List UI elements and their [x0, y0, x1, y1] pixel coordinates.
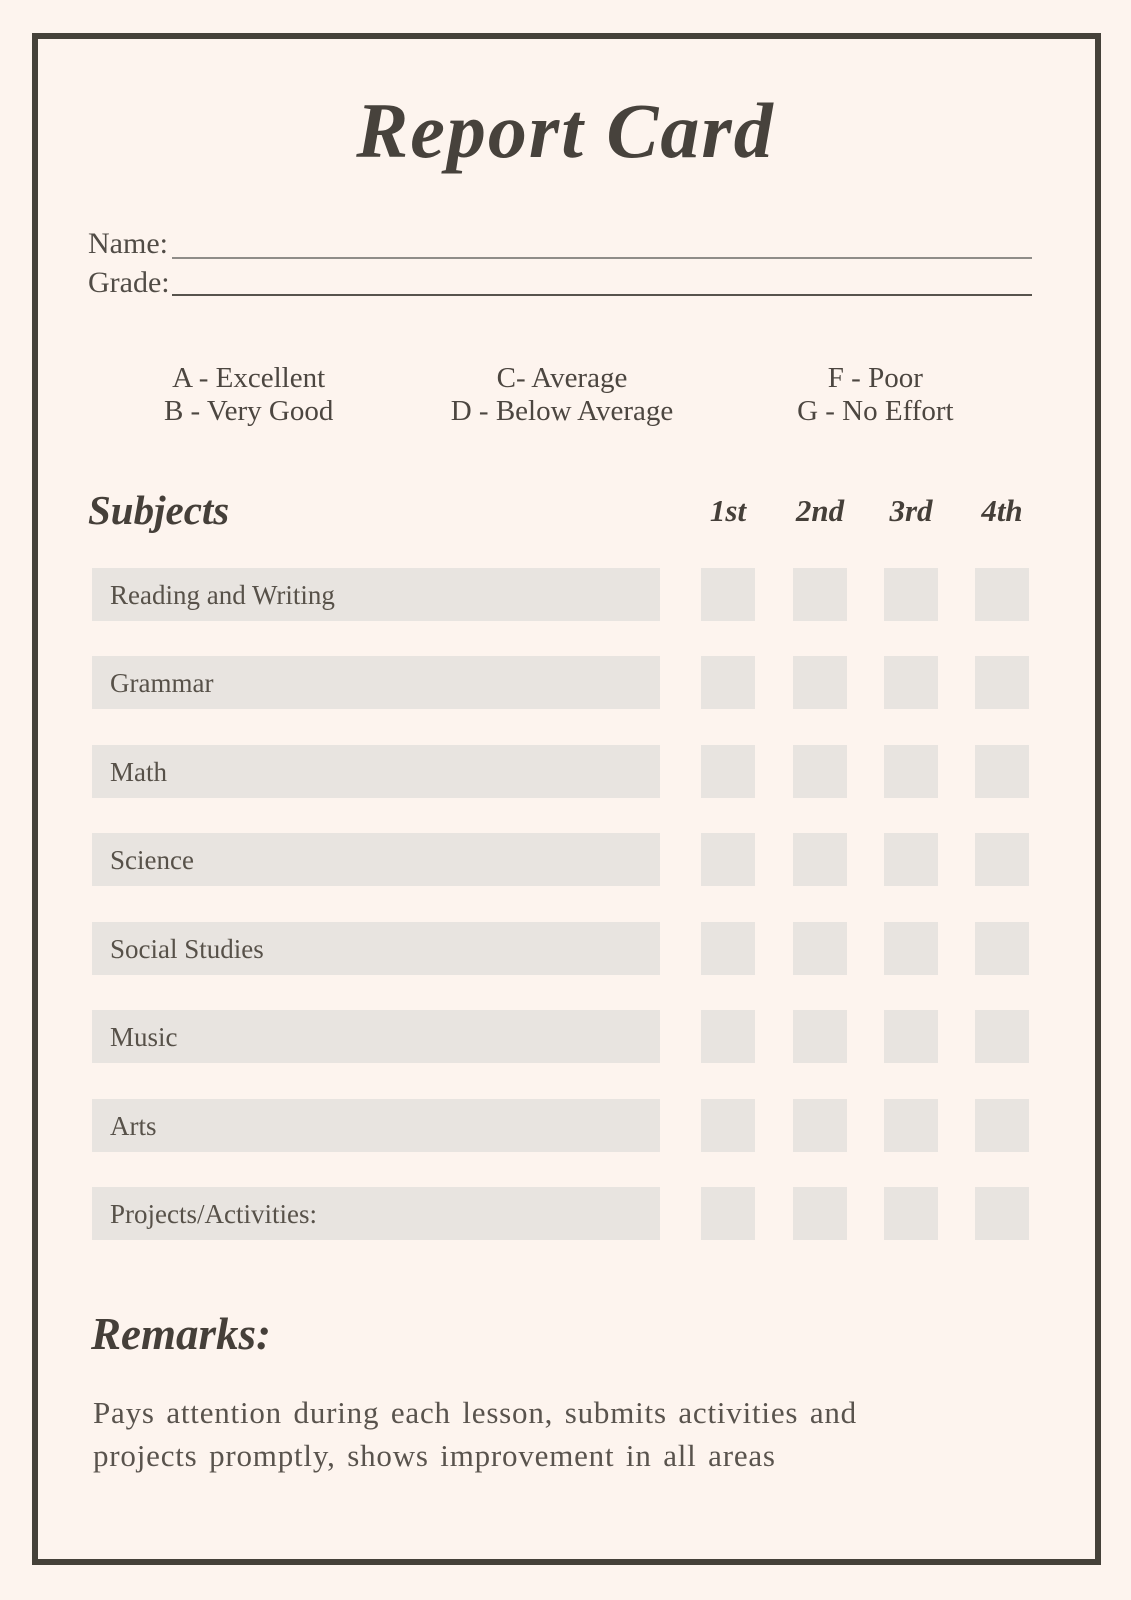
- grade-cell-q1[interactable]: [701, 656, 755, 709]
- table-row: [0, 922, 1131, 975]
- subjects-heading: Subjects: [88, 487, 230, 533]
- table-row: [0, 1187, 1131, 1240]
- grade-input-line[interactable]: [172, 294, 1032, 296]
- grade-cell-q2[interactable]: [793, 745, 847, 798]
- grade-cell-q1[interactable]: [701, 1099, 755, 1152]
- grade-label: Grade:: [88, 266, 170, 299]
- table-row: [0, 568, 1131, 621]
- legend-item-g: G - No Effort: [797, 395, 954, 427]
- table-row: [0, 745, 1131, 798]
- legend-item-a: A - Excellent: [172, 362, 326, 394]
- name-label: Name:: [88, 227, 168, 260]
- table-row: [0, 1099, 1131, 1152]
- grade-cell-q4[interactable]: [975, 656, 1029, 709]
- grade-cell-q2[interactable]: [793, 568, 847, 621]
- legend-item-f: F - Poor: [827, 362, 923, 394]
- grade-cell-q1[interactable]: [701, 833, 755, 886]
- grade-cell-q3[interactable]: [884, 1099, 938, 1152]
- column-header-2nd: 2nd: [795, 493, 845, 528]
- grade-cell-q4[interactable]: [975, 1099, 1029, 1152]
- legend-item-b: B - Very Good: [163, 395, 334, 427]
- grade-cell-q3[interactable]: [884, 656, 938, 709]
- grade-cell-q4[interactable]: [975, 922, 1029, 975]
- subject-label: Projects/Activities:: [110, 1199, 317, 1229]
- legend-column-cd: [405, 362, 718, 428]
- grade-cell-q3[interactable]: [884, 1010, 938, 1063]
- subject-label: Science: [110, 845, 194, 875]
- grade-cell-q4[interactable]: [975, 833, 1029, 886]
- page-title: Report Card: [356, 87, 775, 174]
- subject-label: Music: [110, 1022, 178, 1052]
- table-row: [0, 833, 1131, 886]
- subject-label: Social Studies: [110, 934, 264, 964]
- grade-cell-q2[interactable]: [793, 833, 847, 886]
- grade-cell-q2[interactable]: [793, 1187, 847, 1240]
- grade-cell-q3[interactable]: [884, 745, 938, 798]
- remarks-heading: Remarks:: [91, 1309, 271, 1359]
- grade-cell-q3[interactable]: [884, 568, 938, 621]
- remarks-text: [93, 1391, 1033, 1477]
- grade-cell-q1[interactable]: [701, 1010, 755, 1063]
- legend-item-c: C- Average: [496, 362, 628, 394]
- grading-legend: [92, 362, 1032, 428]
- name-input-line[interactable]: [172, 257, 1032, 259]
- grade-cell-q1[interactable]: [701, 1187, 755, 1240]
- column-header-4th: 4th: [981, 493, 1023, 528]
- subject-label: Grammar: [110, 668, 214, 698]
- grade-cell-q2[interactable]: [793, 1010, 847, 1063]
- legend-column-fg: [719, 362, 1032, 428]
- grade-cell-q4[interactable]: [975, 745, 1029, 798]
- grade-cell-q3[interactable]: [884, 1187, 938, 1240]
- grade-cell-q4[interactable]: [975, 568, 1029, 621]
- table-row: [0, 656, 1131, 709]
- grade-cell-q2[interactable]: [793, 656, 847, 709]
- remarks-line-1: Pays attention during each lesson, submits activities and: [93, 1395, 857, 1430]
- table-row: [0, 1010, 1131, 1063]
- subject-bar: [92, 745, 660, 798]
- grade-cell-q3[interactable]: [884, 922, 938, 975]
- grade-cell-q2[interactable]: [793, 922, 847, 975]
- column-header-1st: 1st: [709, 493, 747, 528]
- legend-item-d: D - Below Average: [450, 395, 674, 427]
- column-header-3rd: 3rd: [889, 493, 933, 528]
- subject-label: Reading and Writing: [110, 580, 335, 610]
- remarks-line-2: projects promptly, shows improvement in all areas: [93, 1438, 776, 1473]
- grade-cell-q4[interactable]: [975, 1010, 1029, 1063]
- grade-cell-q2[interactable]: [793, 1099, 847, 1152]
- subject-label: Arts: [110, 1111, 157, 1141]
- subject-bar: [92, 1099, 660, 1152]
- grade-cell-q1[interactable]: [701, 922, 755, 975]
- legend-column-ab: [92, 362, 405, 428]
- grade-cell-q4[interactable]: [975, 1187, 1029, 1240]
- grade-cell-q1[interactable]: [701, 568, 755, 621]
- subject-label: Math: [110, 757, 167, 787]
- grade-cell-q3[interactable]: [884, 833, 938, 886]
- grade-cell-q1[interactable]: [701, 745, 755, 798]
